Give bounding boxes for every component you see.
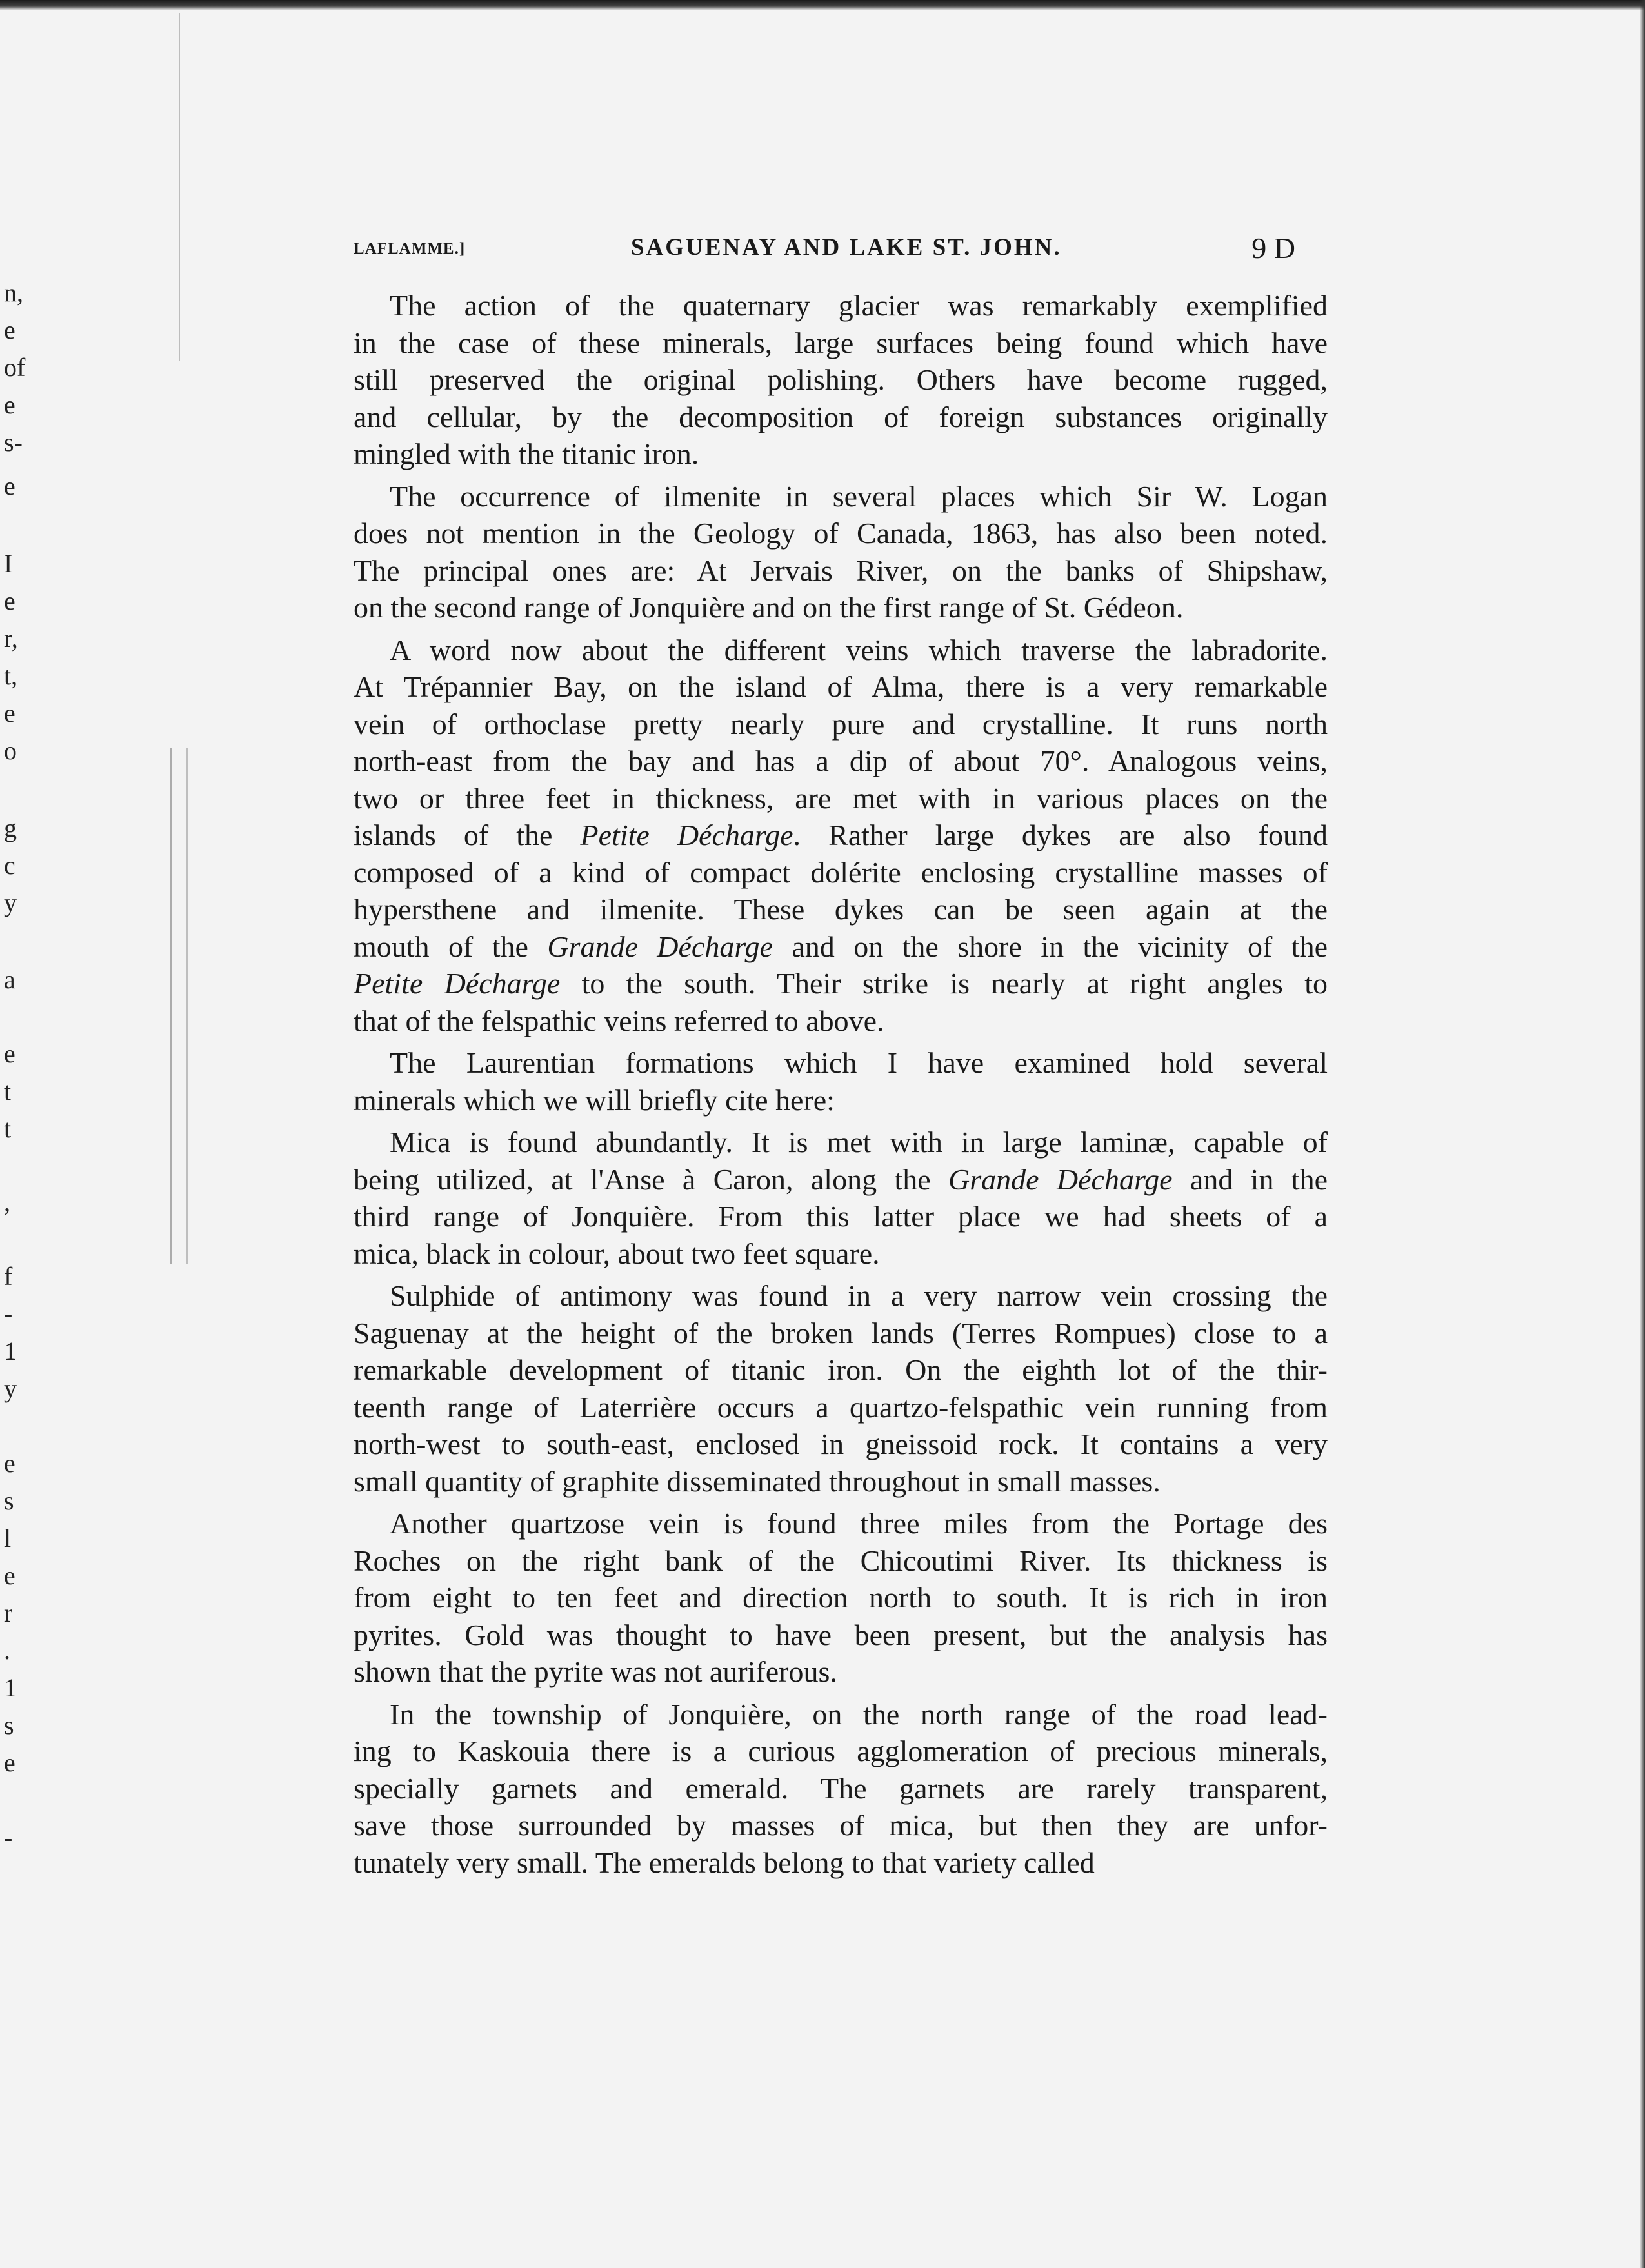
text-line: A word now about the different veins which traverse the labradorite. xyxy=(390,633,1328,666)
margin-fragment: - xyxy=(4,1299,13,1328)
paragraph xyxy=(354,1505,1328,1691)
text-line: vein of orthoclase pretty nearly pure and crystalline. It runs north xyxy=(354,707,1328,741)
text-line: save those surrounded by masses of mica, but then they are unfor- xyxy=(354,1809,1328,1842)
text-line: mica, black in colour, about two feet square. xyxy=(354,1237,880,1270)
margin-fragment: e xyxy=(4,390,15,419)
text-line: small quantity of graphite disseminated throughout in small masses. xyxy=(354,1464,1161,1498)
margin-fragment: I xyxy=(4,549,13,578)
text-line: north-east from the bay and has a dip of about 70°. Analogous veins, xyxy=(354,744,1328,777)
text-line: teenth range of Laterrière occurs a quartzo-felspathic vein running from xyxy=(354,1390,1328,1424)
margin-fragment: t, xyxy=(4,661,18,690)
text-line: In the township of Jonquière, on the north range of the road lead- xyxy=(390,1697,1328,1731)
text-line: Roches on the right bank of the Chicoutimi River. Its thickness is xyxy=(354,1544,1328,1577)
text-line: Saguenay at the height of the broken lands (Terres Rompues) close to a xyxy=(354,1316,1328,1349)
margin-fragment: of xyxy=(4,353,26,382)
margin-fragment: e xyxy=(4,472,15,501)
paragraph xyxy=(354,287,1328,473)
text-line: ing to Kaskouia there is a curious agglomeration of precious minerals, xyxy=(354,1735,1328,1767)
margin-fragment: s xyxy=(4,1486,14,1515)
paragraph xyxy=(354,478,1328,626)
margin-fragment: y xyxy=(4,1374,17,1403)
margin-fragment: o xyxy=(4,736,17,765)
margin-fragment: t xyxy=(4,1114,12,1143)
text-line: and cellular, by the decomposition of foreign substances originally xyxy=(354,400,1328,433)
margin-fragment: r xyxy=(4,1598,13,1627)
paragraph xyxy=(354,1277,1328,1500)
paragraph xyxy=(354,1044,1328,1119)
scan-top-edge xyxy=(0,0,1645,10)
text-line: that of the felspathic veins referred to above. xyxy=(354,1004,884,1037)
text-line: minerals which we will briefly cite here: xyxy=(354,1083,835,1117)
text-line: on the second range of Jonquière and on the first range of St. Gédeon. xyxy=(354,591,1184,624)
text-line: being utilized, at l'Anse à Caron, along the Grande Décharge and in the xyxy=(354,1162,1328,1196)
scan-right-edge xyxy=(1640,0,1645,2268)
margin-fragment: e xyxy=(4,1039,15,1068)
paragraph xyxy=(354,632,1328,1040)
text-line: hypersthene and ilmenite. These dykes can be seen again at the xyxy=(354,893,1328,926)
text-line: pyrites. Gold was thought to have been present, but the analysis has xyxy=(354,1618,1328,1651)
margin-fragment: n, xyxy=(4,278,23,307)
margin-fragment: 1 xyxy=(4,1673,17,1702)
text-line: The action of the quaternary glacier was remarkably exemplified xyxy=(390,289,1328,322)
text-line: composed of a kind of compact dolérite enclosing crystalline masses of xyxy=(354,855,1328,889)
text-line: mouth of the Grande Décharge and on the shore in the vicinity of the xyxy=(354,930,1328,963)
margin-fragment: e xyxy=(4,586,15,615)
text-line: At Trépannier Bay, on the island of Alma, there is a very remarkable xyxy=(354,670,1328,703)
text-line: specially garnets and emerald. The garnets are rarely transparent, xyxy=(354,1771,1328,1805)
margin-fragment: y xyxy=(4,888,17,917)
text-line: Mica is found abundantly. It is met with in large laminæ, capable of xyxy=(390,1126,1328,1159)
text-line: remarkable development of titanic iron. On the eighth lot of the thir- xyxy=(354,1353,1328,1386)
margin-fragment: r, xyxy=(4,624,18,653)
text-line: The principal ones are: At Jervais River, on the banks of Shipshaw, xyxy=(354,553,1328,587)
page-number: 9 D xyxy=(1251,232,1295,264)
margin-fragment: e xyxy=(4,1561,15,1590)
text-line: Sulphide of antimony was found in a very narrow vein crossing the xyxy=(390,1279,1328,1312)
text-line: north-west to south-east, enclosed in gneissoid rock. It contains a very xyxy=(354,1427,1328,1460)
text-line: islands of the Petite Décharge. Rather large dykes are also found xyxy=(354,819,1328,851)
margin-fragment: c xyxy=(4,851,15,880)
margin-fragment: e xyxy=(4,315,15,344)
text-line: third range of Jonquière. From this latter place we had sheets of a xyxy=(354,1200,1328,1233)
margin-fragment: a xyxy=(4,965,15,994)
margin-fragment: , xyxy=(4,1188,10,1217)
header-author: LAFLAMME.] xyxy=(354,240,466,257)
margin-fragment: t xyxy=(4,1077,12,1106)
running-header xyxy=(354,231,1295,270)
paragraph xyxy=(354,1696,1328,1882)
text-line: tunately very small. The emeralds belong to that variety called xyxy=(354,1845,1095,1879)
text-line: Another quartzose vein is found three miles from the Portage des xyxy=(390,1507,1328,1540)
margin-fragment: f xyxy=(4,1262,13,1291)
text-line: still preserved the original polishing. Others have become rugged, xyxy=(354,363,1328,396)
paragraph xyxy=(354,1124,1328,1272)
text-line: two or three feet in thickness, are met with in various places on the xyxy=(354,781,1328,815)
text-line: does not mention in the Geology of Canada, 1863, has also been noted. xyxy=(354,517,1328,550)
margin-fragment: l xyxy=(4,1524,12,1553)
text-line: The occurrence of ilmenite in several places which Sir W. Logan xyxy=(390,479,1328,513)
margin-fragment: s xyxy=(4,1711,14,1740)
text-line: Petite Décharge to the south. Their strike is nearly at right angles to xyxy=(354,967,1328,1000)
text-line: in the case of these minerals, large surfaces being found which have xyxy=(354,326,1328,359)
margin-fragment: e xyxy=(4,1449,15,1478)
text-line: mingled with the titanic iron. xyxy=(354,437,699,470)
margin-fragment: - xyxy=(4,1823,13,1852)
margin-fragment: g xyxy=(4,813,17,842)
page-fold-line xyxy=(179,13,180,361)
text-line: The Laurentian formations which I have examined hold several xyxy=(390,1046,1328,1079)
header-title: SAGUENAY AND LAKE ST. JOHN. xyxy=(631,234,1062,261)
margin-fragment: s- xyxy=(4,428,23,457)
body-text xyxy=(354,287,1328,1886)
text-line: from eight to ten feet and direction north to south. It is rich in iron xyxy=(354,1581,1328,1614)
margin-fragment: . xyxy=(4,1636,10,1665)
margin-pencil-mark xyxy=(170,748,188,1264)
margin-fragment: e xyxy=(4,699,15,728)
text-line: shown that the pyrite was not auriferous. xyxy=(354,1655,837,1688)
margin-fragment: e xyxy=(4,1748,15,1777)
margin-fragment: 1 xyxy=(4,1337,17,1366)
